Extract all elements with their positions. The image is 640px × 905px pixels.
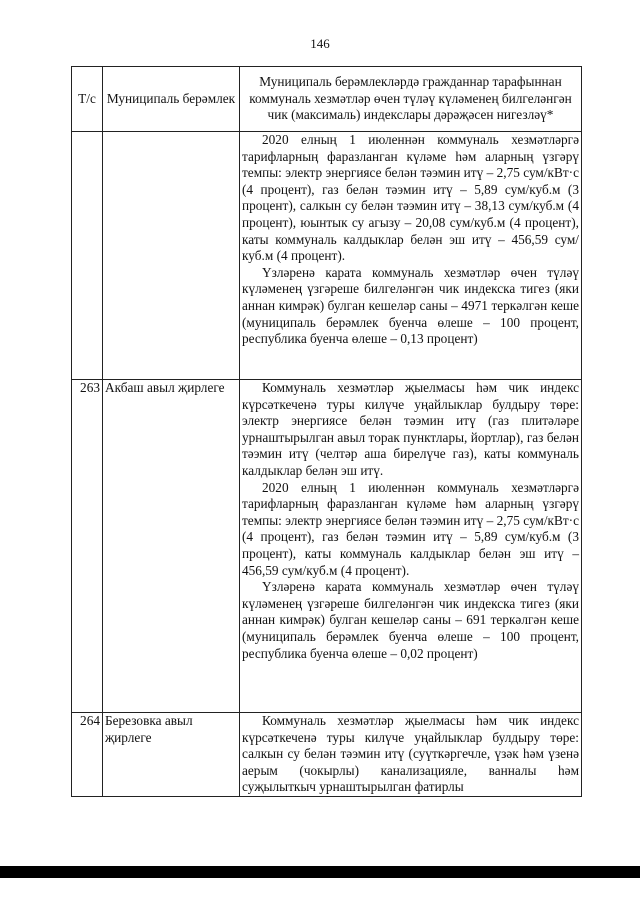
row-municipality [103,132,240,380]
row-municipality: Березовка авыл җирлеге [103,713,240,797]
row-municipality: Акбаш авыл җирлеге [103,380,240,713]
table-row [72,713,582,797]
row-number: 263 [72,380,103,713]
scan-border [0,866,640,878]
row-number [72,132,103,380]
header-municipality: Муниципаль берәмлек [103,67,240,132]
table-row [72,380,582,713]
paragraph: Коммуналь хезмәтләр җыелмасы һәм чик индекс күрсәткеченә туры килүче уңайлыклар булдыру төре: электр энергиясе белән тәэмин итү (газ плитәләре урнаштырылган авыл торак пунктлары, йортлар), газ белән тәэмин итү (челтәр аша бирелүче газ), каты коммуналь калдыклар белән эш итү. [242,380,579,478]
paragraph: 2020 елның 1 июленнән коммуналь хезмәтләргә тарифларның фаразланган күләме һәм аларның үзгәрү темпы: электр энергиясе белән тәэмин итү – 2,75 сум/кВт·с (4 процент), газ белән тәэмин итү – 5,89 сум/куб.м (3 процент), салкын су белән тәэмин итү – 38,13 сум/куб.м (4 процент), юынтык су агызу – 20,08 сум/куб.м (4 процент), каты коммуналь калдыклар белән эш итү – 456,59 сум/куб.м (4 процент). [242,132,579,264]
header-number: Т/с [72,67,103,132]
paragraph: Коммуналь хезмәтләр җыелмасы һәм чик индекс күрсәткеченә туры килүче уңайлыклар булдыру төре: салкын су белән тәэмин итү (суүткәргечле, үзәк һәм үзенә аерым (чокырлы) канализацияле, ванналы һәм суҗылыткыч урнаштырылган фатирлы [242,713,579,795]
row-justification [240,713,582,797]
paragraph: 2020 елның 1 июленнән коммуналь хезмәтләргә тарифларның фаразланган күләме һәм аларның үзгәрү темпы: электр энергиясе белән тәэмин итү – 2,75 сум/кВт·с (4 процент), газ белән тәэмин итү – 5,89 сум/куб.м (3 процент), каты коммуналь калдыклар белән эш итү – 456,59 сум/куб.м (4 процент). [242,479,579,578]
table-row [72,132,582,380]
row-justification [240,132,582,380]
table-header-row [72,67,582,132]
row-number: 264 [72,713,103,797]
page-number: 146 [310,36,330,51]
header-justification: Муниципаль берәмлекләрдә гражданнар тарафыннан коммуналь хезмәтләр өчен түләү күләменең билгеләнгән чик (максималь) индекслары дәрәҗәсен нигезләү* [240,67,582,132]
indices-table [71,66,582,797]
paragraph: Үзләренә карата коммуналь хезмәтләр өчен түләү күләменең үзгәреше билгеләнгән чик индекска тигез (яки аннан кимрәк) булган кешеләр саны – 4971 теркәлгән кеше (муниципаль берәмлек буенча өлеше – 100 процент, республика буенча өлеше – 0,13 процент) [242,264,579,347]
paragraph: Үзләренә карата коммуналь хезмәтләр өчен түләү күләменең үзгәреше билгеләнгән чик индекска тигез (яки аннан кимрәк) булган кешеләр саны – 691 теркәлгән кеше (муниципаль берәмлек буенча өлеше – 100 процент, республика буенча өлеше – 0,02 процент) [242,579,579,661]
row-justification [240,380,582,713]
